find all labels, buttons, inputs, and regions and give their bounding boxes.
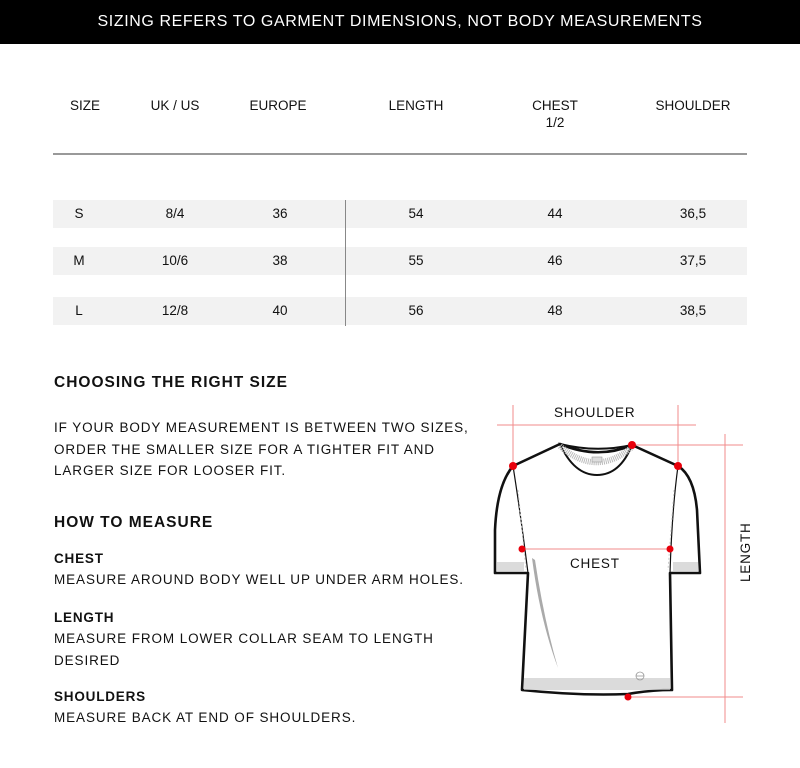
- header-label: LENGTH: [388, 98, 444, 113]
- cell-uk-us: 12/8: [161, 303, 189, 318]
- header-label: CHEST: [532, 98, 578, 113]
- measure-chest-label: CHEST: [54, 551, 104, 566]
- measure-shoulders-text: [54, 707, 356, 729]
- header-label: UK / US: [150, 98, 200, 113]
- header-divider: [53, 153, 747, 155]
- header-chest: [532, 97, 578, 131]
- text-line: LARGER SIZE FOR LOOSER FIT.: [54, 463, 287, 478]
- cell-length: 54: [408, 206, 424, 221]
- header-shoulder: [655, 97, 730, 114]
- length-label: LENGTH: [738, 522, 753, 582]
- banner-title: SIZING REFERS TO GARMENT DIMENSIONS, NOT BODY MEASUREMENTS: [97, 13, 703, 30]
- choosing-text: [54, 417, 469, 482]
- table-row-s: [53, 200, 747, 228]
- text-line: MEASURE BACK AT END OF SHOULDERS.: [54, 710, 357, 725]
- header-length: [389, 97, 444, 114]
- text-line: ORDER THE SMALLER SIZE FOR A TIGHTER FIT AND: [54, 441, 435, 457]
- cell-length: 56: [408, 303, 424, 318]
- text-line: DESIRED: [54, 652, 121, 668]
- measure-length-text: [54, 628, 434, 671]
- cell-uk-us: 8/4: [165, 206, 185, 221]
- measure-length-label: LENGTH: [54, 610, 115, 625]
- text-line: MEASURE AROUND BODY WELL UP UNDER ARM HOLES.: [54, 572, 464, 587]
- table-row-l: [53, 297, 747, 325]
- cell-shoulder: 36,5: [679, 206, 707, 221]
- tshirt-illustration: [480, 390, 780, 740]
- measure-chest-text: [54, 569, 464, 591]
- tshirt-diagram: [480, 390, 780, 740]
- header-label: SIZE: [69, 98, 101, 113]
- cell-chest: 46: [547, 253, 563, 268]
- header-label: SHOULDER: [655, 98, 731, 113]
- header-uk-us: [151, 97, 200, 114]
- cell-uk-us: 10/6: [161, 253, 189, 268]
- header-sublabel: 1/2: [545, 115, 565, 130]
- cell-chest: 44: [547, 206, 563, 221]
- header-label: EUROPE: [249, 98, 307, 113]
- banner: [0, 0, 800, 44]
- how-to-measure-title: HOW TO MEASURE: [54, 514, 214, 531]
- cell-length: 55: [408, 253, 424, 268]
- cell-size: S: [74, 206, 84, 221]
- header-size: [70, 97, 100, 114]
- chest-label: CHEST: [570, 556, 620, 571]
- cell-chest: 48: [547, 303, 563, 318]
- measure-shoulders-label: SHOULDERS: [54, 689, 146, 704]
- cell-europe: 40: [272, 303, 288, 318]
- cell-size: M: [73, 253, 85, 268]
- cell-size: L: [75, 303, 83, 318]
- table-row-m: [53, 247, 747, 275]
- text-line: IF YOUR BODY MEASUREMENT IS BETWEEN TWO SIZES,: [54, 420, 469, 435]
- choosing-title: CHOOSING THE RIGHT SIZE: [54, 374, 288, 391]
- shoulder-label: SHOULDER: [554, 405, 636, 420]
- cell-europe: 36: [272, 206, 288, 221]
- cell-shoulder: 38,5: [679, 303, 707, 318]
- header-europe: [249, 97, 306, 114]
- column-divider: [345, 200, 346, 326]
- cell-europe: 38: [272, 253, 288, 268]
- text-line: MEASURE FROM LOWER COLLAR SEAM TO LENGTH: [54, 631, 434, 646]
- cell-shoulder: 37,5: [679, 253, 707, 268]
